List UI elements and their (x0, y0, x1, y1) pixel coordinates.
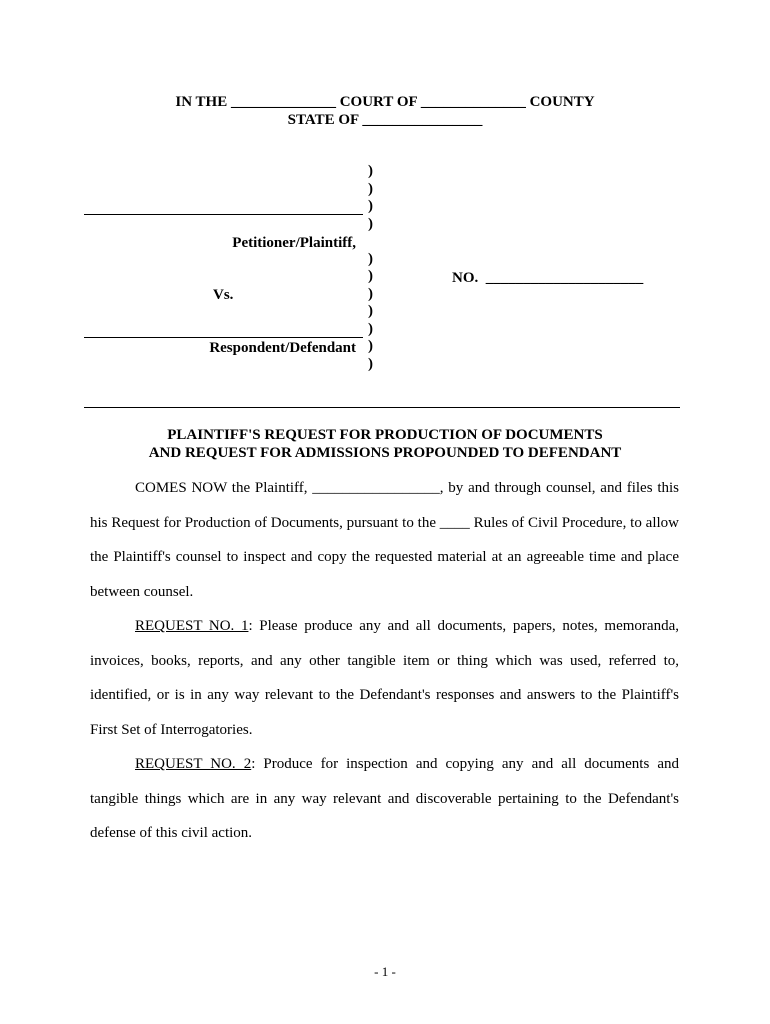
request-2-paragraph (90, 747, 679, 851)
request-2-label: REQUEST NO. 2 (135, 756, 252, 772)
respondent-name-line (84, 337, 363, 338)
document-title-line-1: PLAINTIFF'S REQUEST FOR PRODUCTION OF DOCUMENTS (167, 427, 603, 443)
court-heading: IN THE ______________ COURT OF ______________ COUNTY (175, 94, 595, 110)
caption-parentheses: ) ) ) ) ) ) ) ) ) ) ) (368, 163, 373, 372)
request-1-text: : Please produce any and all documents, papers, notes, memoranda, invoices, books, reports, and any other tangible item or thing which was used, referred to, identified, or is in any way relevant to the Defendant's responses and answers to the Plaintiff's First Set of Interrogatories. (90, 618, 679, 738)
page-number: - 1 - (374, 964, 396, 979)
document-title-line-2: AND REQUEST FOR ADMISSIONS PROPOUNDED TO DEFENDANT (148, 445, 622, 461)
request-2-text: : Produce for inspection and copying any and all documents and tangible things which are in any way relevant and discoverable pertaining to the Defendant's defense of this civil action. (90, 756, 679, 841)
request-1-label: REQUEST NO. 1 (135, 618, 249, 634)
case-number-label: NO. (452, 270, 479, 286)
case-number-blank: _____________________ (485, 270, 644, 286)
petitioner-label: Petitioner/Plaintiff, (232, 235, 356, 251)
versus-label: Vs. (213, 287, 234, 303)
caption-divider (84, 407, 680, 408)
respondent-label: Respondent/Defendant (209, 340, 356, 356)
request-1-paragraph (90, 609, 679, 747)
document-body (90, 471, 679, 851)
petitioner-name-line (84, 214, 363, 215)
case-number (452, 270, 643, 287)
state-heading: STATE OF ________________ (287, 112, 483, 128)
intro-paragraph: COMES NOW the Plaintiff, _________________, by and through counsel, and files this his Request for Production of Documents, pursuant to the ____ Rules of Civil Procedure, to allow the Plaintiff's counsel to inspect and copy the requested material at an agreeable time and place between counsel. (90, 480, 679, 600)
